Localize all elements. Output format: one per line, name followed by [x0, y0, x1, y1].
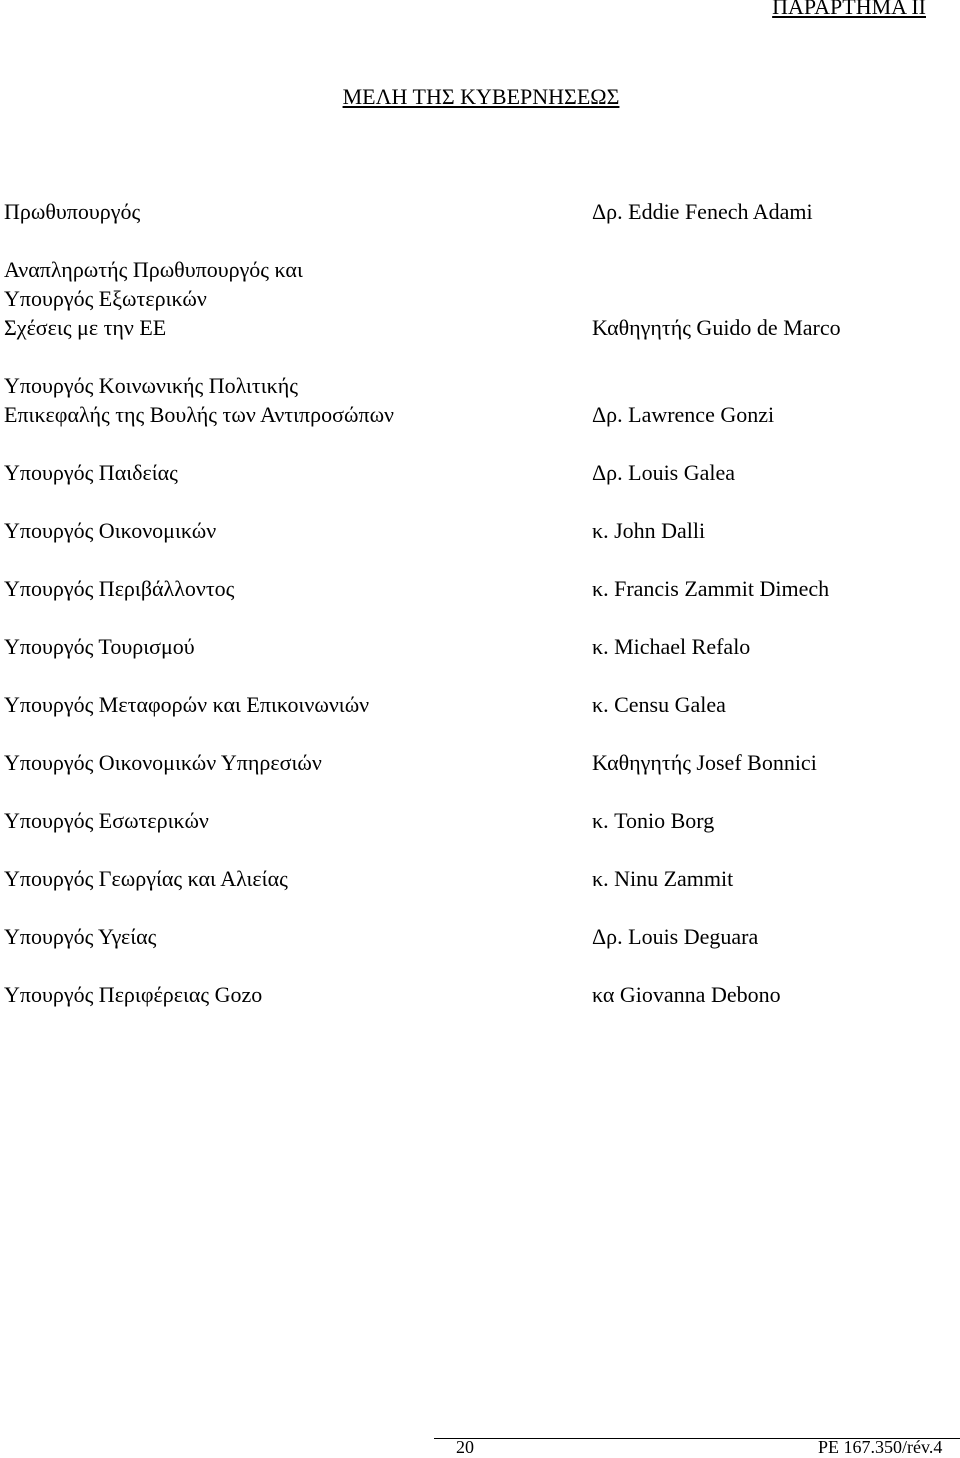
role-line: Υπουργός Περιφέρειας Gozo — [4, 982, 263, 1007]
minister-name: Καθηγητής Josef Bonnici — [592, 750, 817, 775]
minister-role — [4, 255, 564, 342]
role-line: Υπουργός Εσωτερικών — [4, 808, 209, 833]
minister-name: κ. Francis Zammit Dimech — [592, 576, 830, 601]
minister-role — [4, 980, 564, 1009]
minister-role — [4, 922, 564, 951]
document-reference: PE 167.350/rév.4 — [818, 1437, 943, 1457]
minister-name: Δρ. Louis Deguara — [592, 924, 759, 949]
role-line: Αναπληρωτής Πρωθυπουργός και — [4, 257, 303, 282]
minister-role — [4, 574, 564, 603]
role-line: Πρωθυπουργός — [4, 199, 141, 224]
role-line: Υπουργός Παιδείας — [4, 460, 178, 485]
minister-name: Δρ. Louis Galea — [592, 460, 736, 485]
role-line: Υπουργός Γεωργίας και Αλιείας — [4, 866, 288, 891]
role-line: Υπουργός Κοινωνικής Πολιτικής — [4, 373, 298, 398]
minister-name: κ. Michael Refalo — [592, 634, 751, 659]
minister-name: κ. Ninu Zammit — [592, 866, 734, 891]
minister-role — [4, 806, 564, 835]
minister-role — [4, 458, 564, 487]
minister-name: κ. John Dalli — [592, 518, 706, 543]
role-line: Επικεφαλής της Βουλής των Αντιπροσώπων — [4, 402, 394, 427]
minister-role — [4, 632, 564, 661]
minister-name: κ. Tonio Borg — [592, 808, 715, 833]
minister-name: Καθηγητής Guido de Marco — [592, 315, 841, 340]
minister-name: Δρ. Lawrence Gonzi — [592, 402, 775, 427]
page-number: 20 — [456, 1437, 474, 1457]
minister-name: κ. Censu Galea — [592, 692, 726, 717]
role-line: Υπουργός Υγείας — [4, 924, 157, 949]
minister-role — [4, 516, 564, 545]
minister-role — [4, 690, 564, 719]
role-line: Υπουργός Μεταφορών και Επικοινωνιών — [4, 692, 370, 717]
minister-role — [4, 748, 564, 777]
role-line: Υπουργός Οικονομικών Υπηρεσιών — [4, 750, 322, 775]
minister-role — [4, 864, 564, 893]
minister-name: κα Giovanna Debono — [592, 982, 781, 1007]
role-line: Υπουργός Τουρισμού — [4, 634, 195, 659]
role-line: Σχέσεις με την ΕΕ — [4, 315, 167, 340]
minister-name: Δρ. Eddie Fenech Adami — [592, 199, 813, 224]
minister-role — [4, 371, 564, 429]
role-line: Υπουργός Περιβάλλοντος — [4, 576, 235, 601]
annex-title: ΠΑΡΑΡΤΗΜΑ ΙΙ — [772, 0, 926, 19]
minister-role — [4, 197, 564, 226]
role-line: Υπουργός Εξωτερικών — [4, 286, 207, 311]
page-heading: ΜΕΛΗ ΤΗΣ ΚΥΒΕΡΝΗΣΕΩΣ — [342, 84, 620, 109]
role-line: Υπουργός Οικονομικών — [4, 518, 217, 543]
